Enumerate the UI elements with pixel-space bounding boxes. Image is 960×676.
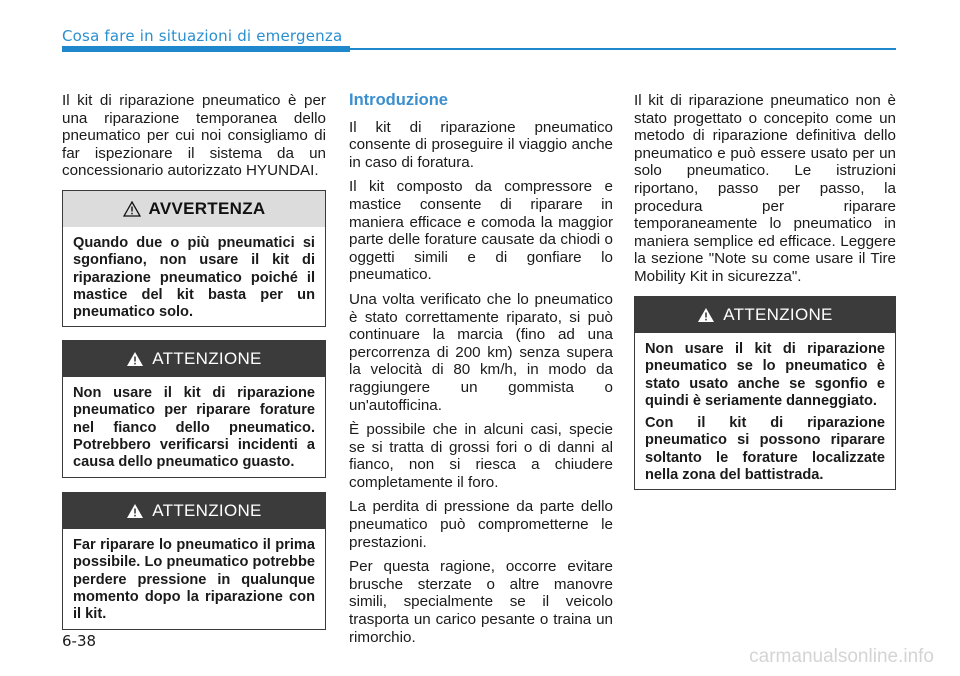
warning-icon — [123, 201, 141, 217]
section-header-title: Cosa fare in situazioni di emergenza — [62, 27, 343, 45]
column-left — [62, 92, 326, 187]
attenzione-title-3: ATTENZIONE — [723, 305, 833, 324]
attenzione-header-1 — [63, 341, 325, 377]
attenzione-title-2: ATTENZIONE — [152, 501, 262, 520]
header-rule-thin — [350, 48, 896, 50]
watermark: carmanualsonline.info — [749, 646, 934, 667]
attenzione-text-2: Far riparare lo pneumatico il prima possibile. Lo pneumatico potrebbe perdere pressione in qualunque momento dopo la riparazione con il kit. — [73, 537, 315, 623]
warning-icon — [697, 307, 715, 323]
attenzione-text-3a: Non usare il kit di riparazione pneumatico se lo pneumatico è stato usato anche se sgonfio e quindi è seriamente danneggiato. — [645, 341, 885, 409]
attenzione-header-3 — [635, 297, 895, 333]
body-paragraph: Il kit composto da compressore e mastice consente di riparare in maniera efficace e comoda la maggior parte delle forature causate da chiodi o oggetti simili e di gonfiare lo pneumatico. — [349, 178, 613, 284]
attenzione-text-3b: Con il kit di riparazione pneumatico si possono riparare soltanto le forature localizzate nella zona del battistrada. — [645, 415, 885, 484]
body-paragraph: Il kit di riparazione pneumatico non è stato progettato o concepito come un metodo di riparazione definitiva dello pneumatico e può essere usato per un solo pneumatico. Le istruzioni riportano, passo per passo, la procedura per riparare temporaneamente lo pneumatico in maniera semplice ed efficace. Leggere la sezione "Note su come usare il Tire Mobility Kit in sicurezza". — [634, 92, 896, 285]
warning-icon — [126, 351, 144, 367]
intro-paragraph: Il kit di riparazione pneumatico è per una riparazione temporanea dello pneumatico per cui noi consigliamo di far ispezionare il sistema da un concessionario autorizzato HYUNDAI. — [62, 92, 326, 180]
attenzione-box-1 — [62, 340, 326, 478]
header-rule-thick — [62, 46, 350, 52]
avvertenza-title: AVVERTENZA — [148, 199, 266, 218]
body-paragraph: Una volta verificato che lo pneumatico è stato correttamente riparato, si può continuare la marcia (fino ad una percorrenza di 200 km) senza supera la velocità di 80 km/h, in modo da raggiungere un gommista o un'autofficina. — [349, 290, 613, 414]
page-number: 6-38 — [62, 632, 97, 650]
section-heading-introduzione: Introduzione — [349, 91, 448, 109]
column-middle — [349, 92, 613, 653]
avvertenza-box — [62, 190, 326, 327]
body-paragraph: La perdita di pressione da parte dello pneumatico può comprometterne le prestazioni. — [349, 498, 613, 551]
body-paragraph: Il kit di riparazione pneumatico consente di proseguire il viaggio anche in caso di foratura. — [349, 118, 613, 171]
avvertenza-text: Quando due o più pneumatici si sgonfiano, non usare il kit di riparazione pneumatico poiché il mastice del kit basta per un pneumatico solo. — [73, 235, 315, 321]
column-right — [634, 92, 896, 293]
attenzione-box-2 — [62, 492, 326, 630]
warning-icon — [126, 503, 144, 519]
attenzione-text-1: Non usare il kit di riparazione pneumatico per riparare forature nel fianco dello pneumatico. Potrebbero verificarsi incidenti a causa dello pneumatico guasto. — [73, 385, 315, 471]
attenzione-header-2 — [63, 493, 325, 529]
avvertenza-header — [63, 191, 325, 227]
attenzione-box-3 — [634, 296, 896, 490]
body-paragraph: È possibile che in alcuni casi, specie se si tratta di grossi fori o di danni al fianco, non si riesca a chiudere completamente il foro. — [349, 421, 613, 491]
body-paragraph: Per questa ragione, occorre evitare brusche sterzate o altre manovre simili, specialmente se il veicolo trasporta un carico pesante o traina un rimorchio. — [349, 558, 613, 646]
attenzione-title-1: ATTENZIONE — [152, 349, 262, 368]
